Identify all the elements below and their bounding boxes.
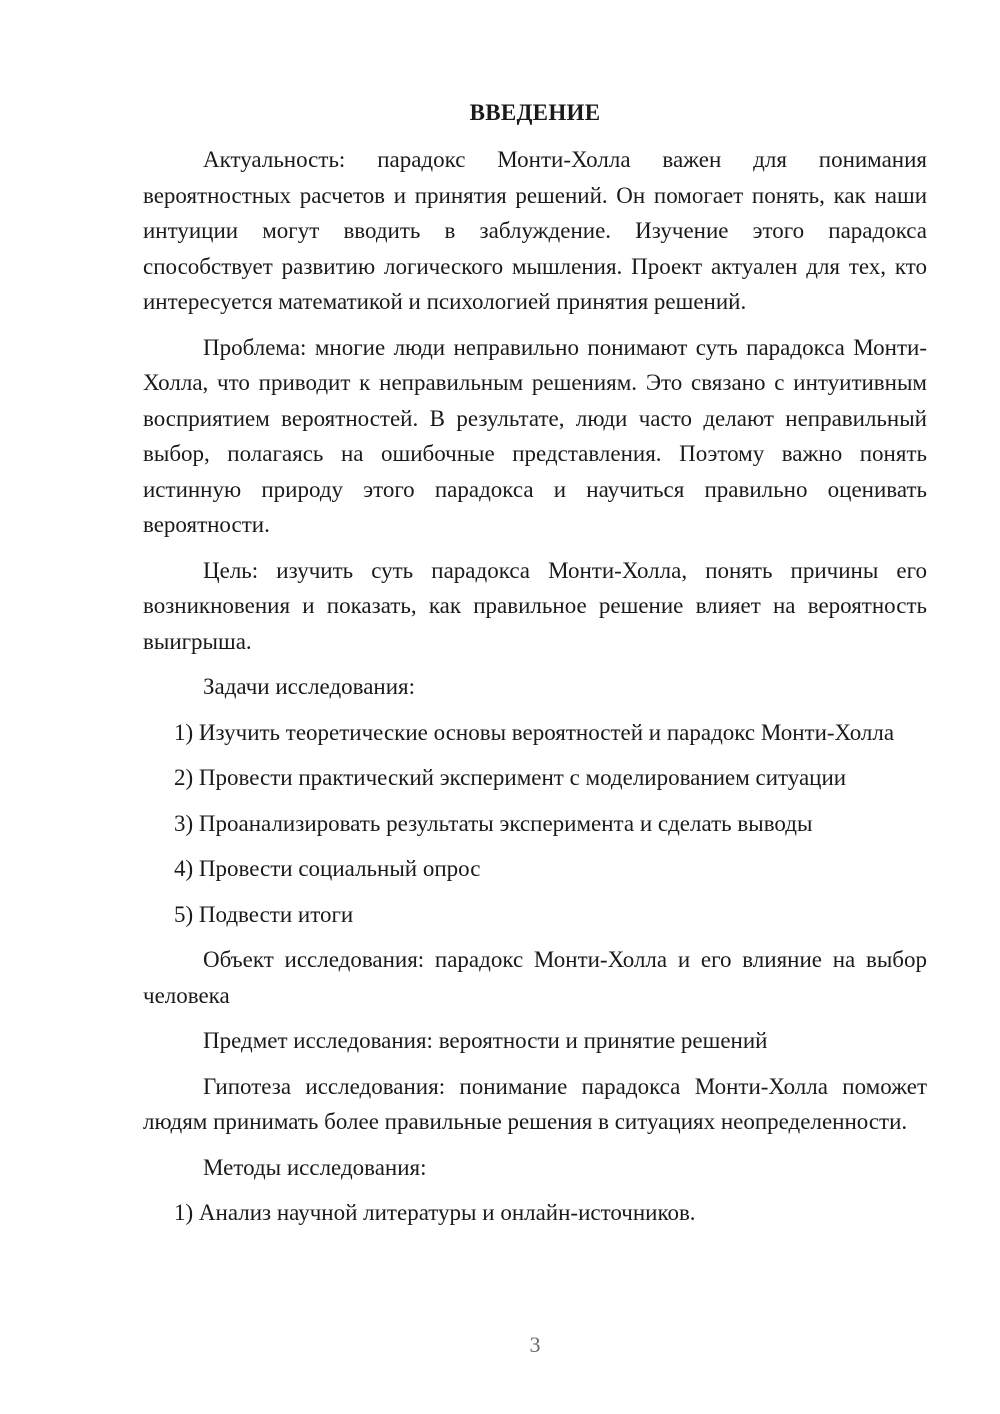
document-body — [143, 95, 927, 1241]
methods-heading: Методы исследования: — [203, 1154, 427, 1180]
task-item-2: 2) Провести практический эксперимент с моделированием ситуации — [174, 765, 847, 790]
subject-paragraph: Предмет исследования: вероятности и принятие решений — [203, 1028, 768, 1053]
task-item-3: 3) Проанализировать результаты эксперимента и сделать выводы — [174, 810, 813, 836]
task-item-4: 4) Провести социальный опрос — [174, 856, 481, 881]
section-heading: ВВЕДЕНИЕ — [469, 100, 601, 125]
method-item-1: 1) Анализ научной литературы и онлайн-источников. — [174, 1200, 696, 1225]
task-item-5: 5) Подвести итоги — [174, 901, 354, 927]
problem-paragraph: Проблема: многие люди неправильно понимают суть парадокса Монти-Холла, что приводит к неправильным решениям. Это связано с интуитивным восприятием вероятностей. В результате, люди часто делают неправильный выбор, полагаясь на ошибочные представления. Поэтому важно понять истинную природу этого парадокса и научиться правильно оценивать вероятности. — [143, 334, 927, 537]
goal-paragraph: Цель: изучить суть парадокса Монти-Холла, понять причины его возникновения и показать, как правильное решение влияет на вероятность выигрыша. — [143, 557, 927, 654]
relevance-paragraph: Актуальность: парадокс Монти-Холла важен для понимания вероятностных расчетов и принятия решений. Он помогает понять, как наши интуиции могут вводить в заблуждение. Изучение этого парадокса способствует развитию логического мышления. Проект актуален для тех, кто интересуется математикой и психологией принятия решений. — [143, 147, 927, 314]
task-item-1: 1) Изучить теоретические основы вероятностей и парадокс Монти-Холла — [174, 719, 895, 745]
object-paragraph: Объект исследования: парадокс Монти-Холла и его влияние на выбор человека — [143, 947, 927, 1008]
page-number: 3 — [529, 1332, 541, 1357]
tasks-heading: Задачи исследования: — [203, 674, 416, 699]
hypothesis-paragraph: Гипотеза исследования: понимание парадокса Монти-Холла поможет людям принимать более правильные решения в ситуациях неопределенности. — [143, 1073, 927, 1134]
